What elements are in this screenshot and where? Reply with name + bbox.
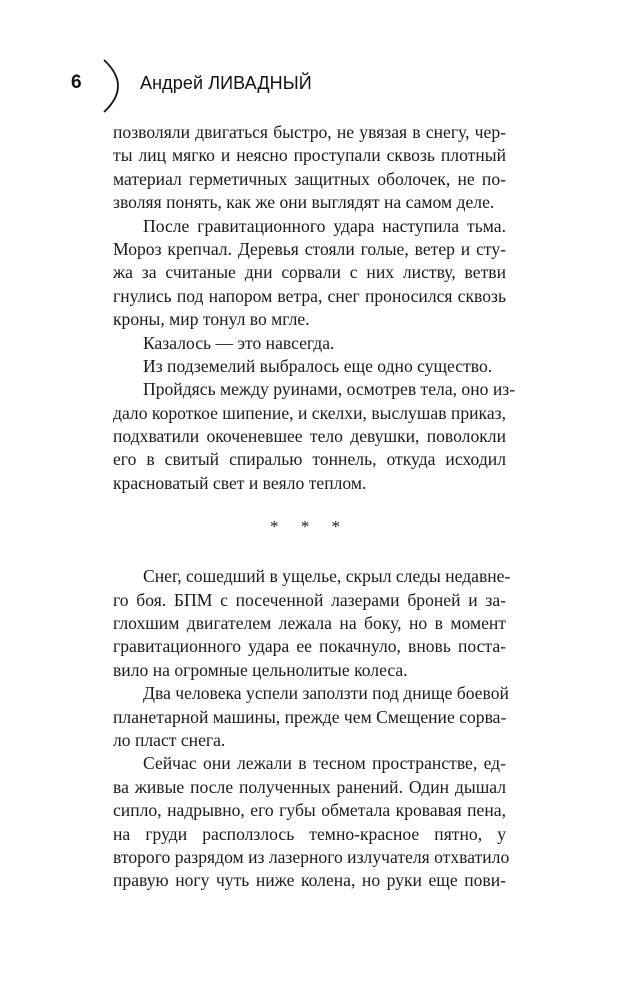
- text-line: Пройдясь между руинами, осмотрев тела, оно из-: [143, 379, 516, 400]
- text-line: второго разрядом из лазерного излучателя отхватило: [113, 846, 510, 867]
- text-line: Мороз крепчал. Деревья стояли голые, ветер и сту-: [113, 238, 506, 259]
- text-line: дало короткое шипение, и скелхи, выслушав приказ,: [113, 402, 506, 423]
- text-line: кроны, мир тонул во мгле.: [113, 309, 310, 330]
- text-line: вило на огромные цельнолитые колеса.: [113, 659, 408, 680]
- text-line: гнулись под напором ветра, снег проносился сквозь: [113, 285, 506, 306]
- text-line: позволяли двигаться быстро, не увязая в снегу, чер-: [113, 122, 506, 142]
- text-line: Снег, сошедший в ущелье, скрыл следы недавне-: [143, 566, 511, 587]
- text-line: ва живые после полученных ранений. Один дышал: [113, 776, 506, 797]
- text-line: подхватили окоченевшее тело девушки, поволокли: [113, 426, 506, 447]
- text-line: жа за считаные дни сорвали с них листву, ветви: [113, 262, 506, 283]
- text-line: Казалось — это навсегда.: [143, 332, 335, 353]
- text-line: Два человека успели заползти под днище боевой: [143, 683, 509, 704]
- text-line: гравитационного удара ее покачнуло, вновь поста-: [113, 636, 506, 657]
- text-line: материал герметичных защитных оболочек, не по-: [113, 168, 506, 189]
- text-line: сипло, надрывно, его губы обметала кровавая пена,: [113, 800, 506, 821]
- text-line: го боя. БПМ с посеченной лазерами броней и за-: [113, 589, 506, 610]
- text-line: на груди расползлось темно-красное пятно, у: [113, 823, 506, 844]
- text-line: ты лиц мягко и неясно проступали сквозь плотный: [113, 145, 506, 166]
- section-break: [113, 495, 506, 565]
- text-line: Из подземелий выбралось еще одно существо.: [143, 355, 493, 376]
- text-line: глохшим двигателем лежала на боку, но в момент: [113, 613, 506, 634]
- running-head-author: Андрей ЛИВАДНЫЙ: [140, 73, 312, 93]
- text-line: После гравитационного удара наступила тьма.: [143, 215, 506, 236]
- text-line: красноватый свет и веяло теплом.: [113, 472, 367, 493]
- text-line: зволяя понять, как же они выглядят на самом деле.: [113, 192, 495, 213]
- header-arc-ornament: [96, 56, 136, 116]
- body-text: [113, 121, 516, 893]
- section-separator: * * *: [270, 517, 349, 537]
- text-line: ло пласт снега.: [113, 729, 226, 750]
- text-line: Сейчас они лежали в тесном пространстве, ед-: [143, 753, 506, 774]
- page-header: [0, 0, 620, 120]
- page-number: 6: [71, 72, 82, 93]
- text-line: планетарной машины, прежде чем Смещение сорва-: [113, 706, 507, 727]
- text-line: правую ногу чуть ниже колена, но руки еще пови-: [113, 870, 506, 891]
- text-line: его в свитый спиралью тоннель, откуда исходил: [113, 449, 506, 470]
